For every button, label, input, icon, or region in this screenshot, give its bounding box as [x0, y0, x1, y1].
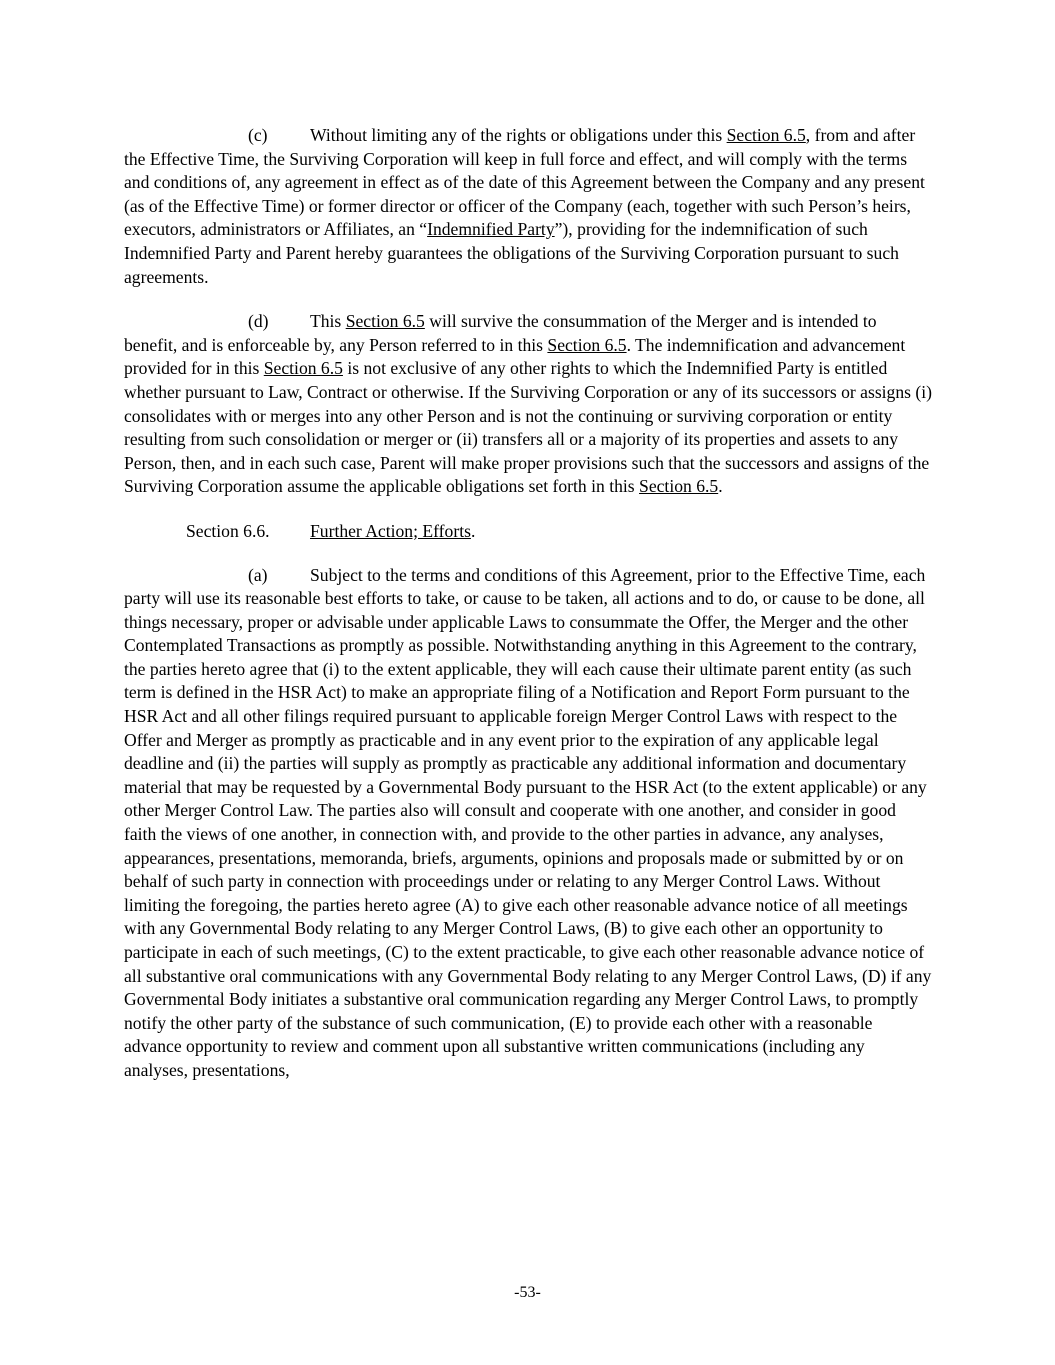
section-6-5-reference: Section 6.5 — [726, 125, 806, 145]
paragraph-d-text-4: is not exclusive of any other rights to which the Indemnified Party is entitled whether pursuant to Law, Contract or otherwise. If the Surviving Corporation or any of its successors or assigns (i) consolidates with or merges into any other Person and is not the continuing or surviving corporation or entity resulting from such consolidation or merger or (ii) transfers all or a majority of its properties and assets to any Person, then, and in each such case, Parent will make proper provisions such that the successors and assigns of the Surviving Corporation assume the applicable obligations set forth in this — [124, 358, 932, 497]
section-title-period: . — [470, 520, 476, 541]
paragraph-d-text-2: will survive the consummation of the Merger and is intended to benefit, and is enforceable by, any Person referred to in this — [124, 311, 877, 355]
page-number: -53- — [514, 1284, 541, 1301]
paragraph-c-text-2: , from and after the Effective Time, the Surviving Corporation will keep in full force and effect, and will comply with the terms and conditions of, any agreement in effect as of the date of this Agreement between the Company and any present (as of the Effective Time) or former director or officer of the Company (each, together with such Person’s heirs, executors, administrators or Affiliates, an “ — [124, 125, 925, 240]
paragraph-c-label: (c) — [248, 125, 268, 145]
section-number: Section 6.6. — [186, 520, 270, 541]
indemnified-party-term: Indemnified Party — [427, 219, 555, 240]
paragraph-c-text-1: Without limiting any of the rights or obligations under this — [310, 125, 727, 145]
paragraph-a-text: Subject to the terms and conditions of this Agreement, prior to the Effective Time, each party will use its reasonable best efforts to take, or cause to be taken, all actions and to do, or cause to be done, all things necessary, proper or advisable under applicable Laws to consummate the Offer, the Merger and the other Contemplated Transactions as promptly as possible. Notwithstanding anything in this Agreement to the contrary, the parties hereto agree that (i) to the extent applicable, they will each cause their ultimate parent entity (as such term is defined in the HSR Act) to make an appropriate filing of a Notification and Report Form pursuant to the HSR Act and all other filings required pursuant to applicable foreign Merger Control Laws with respect to the Offer and Merger as promptly as practicable and in any event prior to the expiration of any applicable legal deadline and (ii) the parties will supply as promptly as practicable any additional information and documentary material that may be requested by a Governmental Body pursuant to the HSR Act (to the extent applicable) or any other Merger Control Law. The parties also will consult and cooperate with one another, and consider in good faith the views of one another, in connection with, and provide to the other parties in advance, any analyses, appearances, presentations, memoranda, briefs, arguments, opinions and proposals made or submitted by or on behalf of such party in connection with proceedings under or relating to any Merger Control Laws. Without limiting the foregoing, the parties hereto agree (A) to give each other reasonable advance notice of all meetings with any Governmental Body relating to any Merger Control Laws, (B) to give each other an opportunity to participate in each of such meetings, (C) to the extent practicable, to give each other reasonable advance notice of all substantive oral communications with any Governmental Body relating to any Merger Control Laws, (D) if any Governmental Body initiates a substantive oral communication regarding any Merger Control Laws, to promptly notify the other party of the substance of such communication, (E) to provide each other with a reasonable advance opportunity to review and comment upon all substantive written communications (including any analyses, presentations, — [124, 564, 932, 1080]
section-6-5-reference: Section 6.5 — [547, 334, 627, 355]
paragraph-d — [124, 310, 932, 499]
section-6-5-reference: Section 6.5 — [345, 311, 425, 332]
document-body — [124, 124, 932, 1104]
paragraph-d-text-1: This — [310, 311, 346, 332]
section-title: Further Action; Efforts — [310, 520, 471, 541]
paragraph-d-text-3: . The indemnification and advancement provided for in this — [124, 334, 906, 379]
paragraph-c-text-3: ”), providing for the indemnification of such Indemnified Party and Parent hereby guarantees the obligations of the Surviving Corporation pursuant to such agreements. — [124, 219, 899, 287]
section-6-5-reference: Section 6.5 — [639, 476, 719, 497]
paragraph-a-label: (a) — [248, 564, 268, 585]
paragraph-d-text-5: . — [718, 476, 723, 497]
paragraph-a — [124, 564, 932, 1083]
paragraph-d-label: (d) — [248, 311, 269, 332]
section-heading — [124, 520, 932, 544]
section-6-5-reference: Section 6.5 — [263, 358, 343, 379]
paragraph-c — [124, 124, 932, 289]
